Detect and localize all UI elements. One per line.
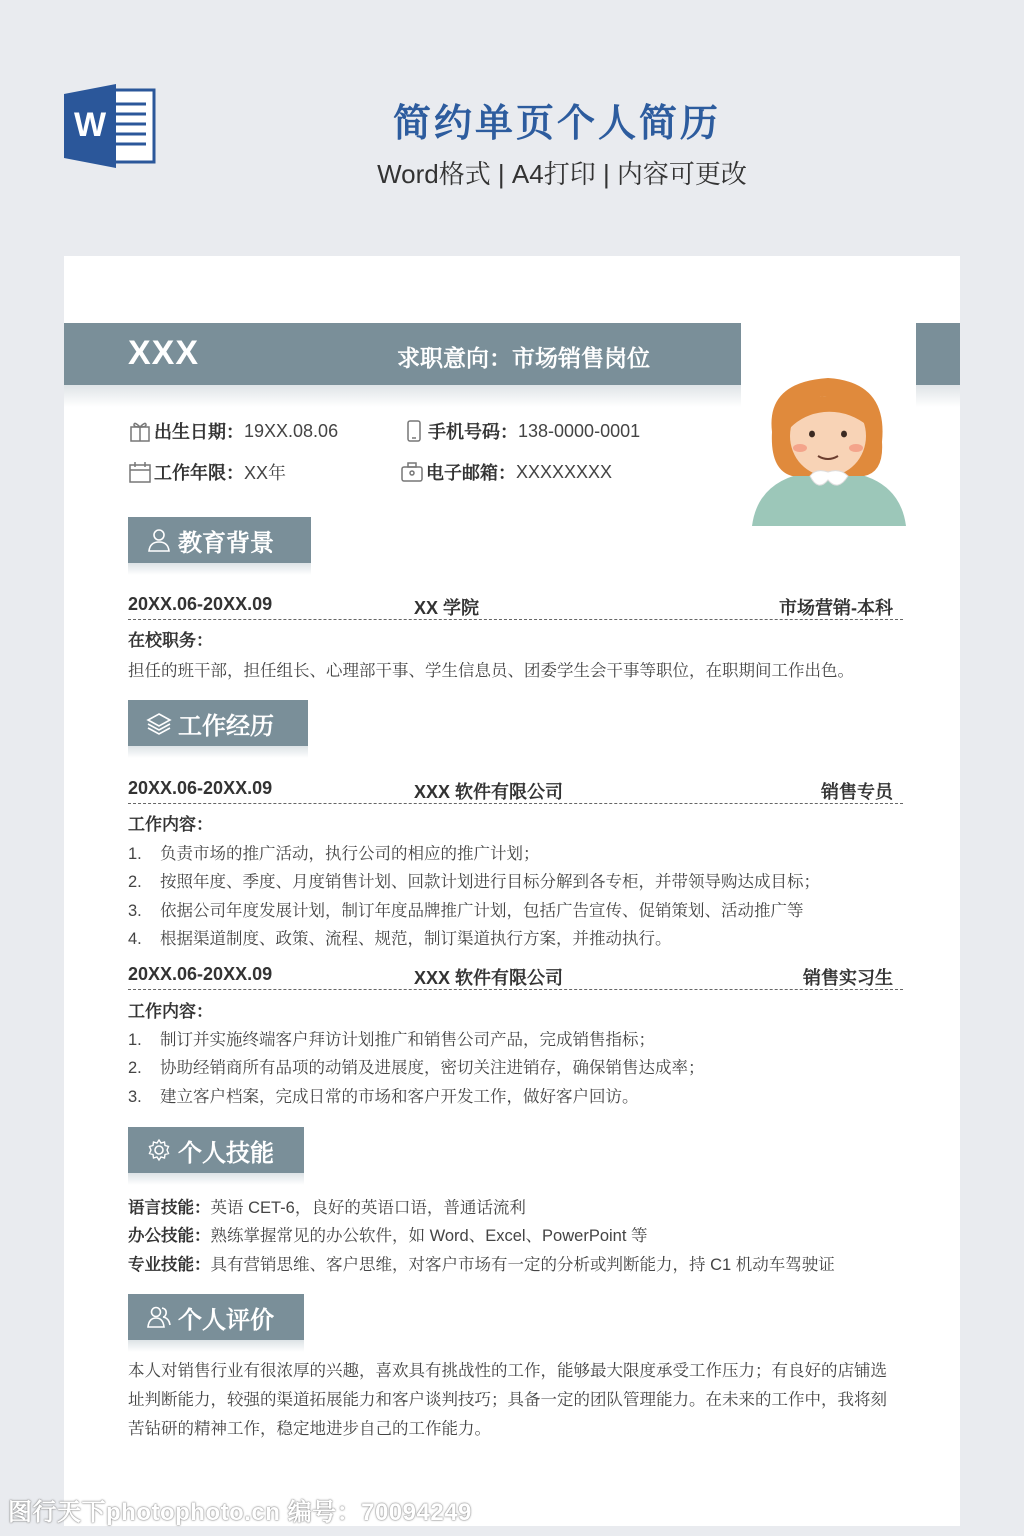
phone-value: 138-0000-0001 xyxy=(518,420,641,441)
skill-label: 专业技能： xyxy=(128,1256,211,1274)
evaluation-header-shadow xyxy=(128,1340,304,1352)
list-text: 根据渠道制度、政策、流程、规范，制订渠道执行方案，并推动执行。 xyxy=(160,930,672,948)
name-bar-shadow-right xyxy=(916,385,960,407)
skill-label: 办公技能： xyxy=(128,1227,211,1245)
info-birth xyxy=(128,418,338,444)
education-header-shadow xyxy=(128,563,311,575)
skill-text: 熟练掌握常见的办公软件，如 Word、Excel、PowerPoint 等 xyxy=(210,1227,648,1245)
phone-icon xyxy=(402,419,426,443)
list-number: 2. xyxy=(128,873,142,891)
skill-item xyxy=(128,1222,648,1246)
phone-label: 手机号码： xyxy=(428,422,518,442)
education-title: 教育背景 xyxy=(178,529,274,557)
skills-title: 个人技能 xyxy=(178,1139,274,1167)
years-value: XX年 xyxy=(244,463,287,483)
list-number: 1. xyxy=(128,1031,142,1049)
list-item xyxy=(128,1026,655,1050)
info-email xyxy=(400,459,612,485)
graduate-icon xyxy=(146,527,172,553)
work-header xyxy=(128,700,308,746)
info-years xyxy=(128,459,286,485)
word-logo-letter: W xyxy=(73,106,107,144)
job-role: 销售专员 xyxy=(821,782,893,802)
job-period: 20XX.06-20XX.09 xyxy=(128,964,273,984)
evaluation-header xyxy=(128,1294,304,1340)
calendar-icon xyxy=(128,460,152,484)
education-text: 担任的班干部，担任组长、心理部干事、学生信息员、团委学生会干事等职位，在职期间工作出色。 xyxy=(128,662,854,680)
list-item xyxy=(128,840,540,864)
job-role: 销售实习生 xyxy=(803,968,893,988)
people-icon xyxy=(146,1304,172,1330)
list-text: 按照年度、季度、月度销售计划、回款计划进行目标分解到各专柜，并带领导购达成目标； xyxy=(160,873,820,891)
list-number: 1. xyxy=(128,845,142,863)
evaluation-text: 本人对销售行业有很浓厚的兴趣，喜欢具有挑战性的工作，能够最大限度承受工作压力；有良好的店铺选址判断能力，较强的渠道拓展能力和客户谈判技巧；具备一定的团队管理能力。在未来的工作中，我将刻苦钻研的精神工作，稳定地进步自己的工作能力。 xyxy=(128,1362,887,1438)
banner-title: 简约单页个人简历 xyxy=(392,103,721,145)
education-period: 20XX.06-20XX.09 xyxy=(128,594,273,614)
job-company: XXX 软件有限公司 xyxy=(414,968,564,988)
list-number: 3. xyxy=(128,902,142,920)
name-bar-right xyxy=(916,323,960,385)
education-school: XX 学院 xyxy=(414,598,480,618)
list-item xyxy=(128,925,672,949)
skill-item xyxy=(128,1251,835,1275)
briefcase-icon xyxy=(400,460,424,484)
skill-text: 英语 CET-6，良好的英语口语，普通话流利 xyxy=(210,1199,526,1217)
education-header xyxy=(128,517,311,563)
watermark: 图行天下photophoto.cn 编号：70094249 xyxy=(8,1499,472,1526)
list-item xyxy=(128,868,820,892)
education-row xyxy=(128,590,903,620)
name-bar-shadow xyxy=(64,385,741,407)
job-row xyxy=(128,774,903,804)
job-sub-label: 工作内容： xyxy=(128,815,213,834)
job-sub-label: 工作内容： xyxy=(128,1002,213,1021)
list-text: 依据公司年度发展计划，制订年度品牌推广计划，包括广告宣传、促销策划、活动推广等 xyxy=(160,902,804,920)
education-major: 市场营销-本科 xyxy=(779,598,893,618)
skill-item xyxy=(128,1194,526,1218)
job-company: XXX 软件有限公司 xyxy=(414,782,564,802)
avatar xyxy=(752,372,906,526)
list-number: 2. xyxy=(128,1059,142,1077)
candidate-name: XXX xyxy=(128,334,200,372)
list-text: 建立客户档案，完成日常的市场和客户开发工作，做好客户回访。 xyxy=(160,1088,639,1106)
skills-header-shadow xyxy=(128,1173,304,1185)
work-title: 工作经历 xyxy=(178,712,274,740)
evaluation-title: 个人评价 xyxy=(178,1306,274,1334)
skill-text: 具有营销思维、客户思维，对客户市场有一定的分析或判断能力，持 C1 机动车驾驶证 xyxy=(210,1256,835,1274)
email-label: 电子邮箱： xyxy=(426,463,516,483)
layers-icon xyxy=(146,710,172,736)
list-text: 制订并实施终端客户拜访计划推广和销售公司产品，完成销售指标； xyxy=(160,1031,655,1049)
list-text: 协助经销商所有品项的动销及进展度，密切关注进销存，确保销售达成率； xyxy=(160,1059,705,1077)
birth-value: 19XX.08.06 xyxy=(244,420,339,441)
birth-label: 出生日期： xyxy=(154,422,244,442)
job-intent: 求职意向：市场销售岗位 xyxy=(397,345,650,371)
gift-icon xyxy=(128,419,152,443)
list-text: 负责市场的推广活动，执行公司的相应的推广计划； xyxy=(160,845,540,863)
job-period: 20XX.06-20XX.09 xyxy=(128,778,273,798)
list-item xyxy=(128,1083,639,1107)
list-item xyxy=(128,897,804,921)
work-header-shadow xyxy=(128,746,308,758)
skills-header xyxy=(128,1127,304,1173)
list-number: 4. xyxy=(128,930,142,948)
banner-subtitle: Word格式 | A4打印 | 内容可更改 xyxy=(377,159,747,189)
education-sub-label: 在校职务： xyxy=(128,631,213,650)
job-row xyxy=(128,960,903,990)
list-number: 3. xyxy=(128,1088,142,1106)
gear-icon xyxy=(146,1137,172,1163)
skill-label: 语言技能： xyxy=(128,1199,211,1217)
years-label: 工作年限： xyxy=(154,463,244,483)
info-phone xyxy=(402,418,640,444)
list-item xyxy=(128,1054,705,1078)
email-value: XXXXXXXX xyxy=(516,461,613,482)
